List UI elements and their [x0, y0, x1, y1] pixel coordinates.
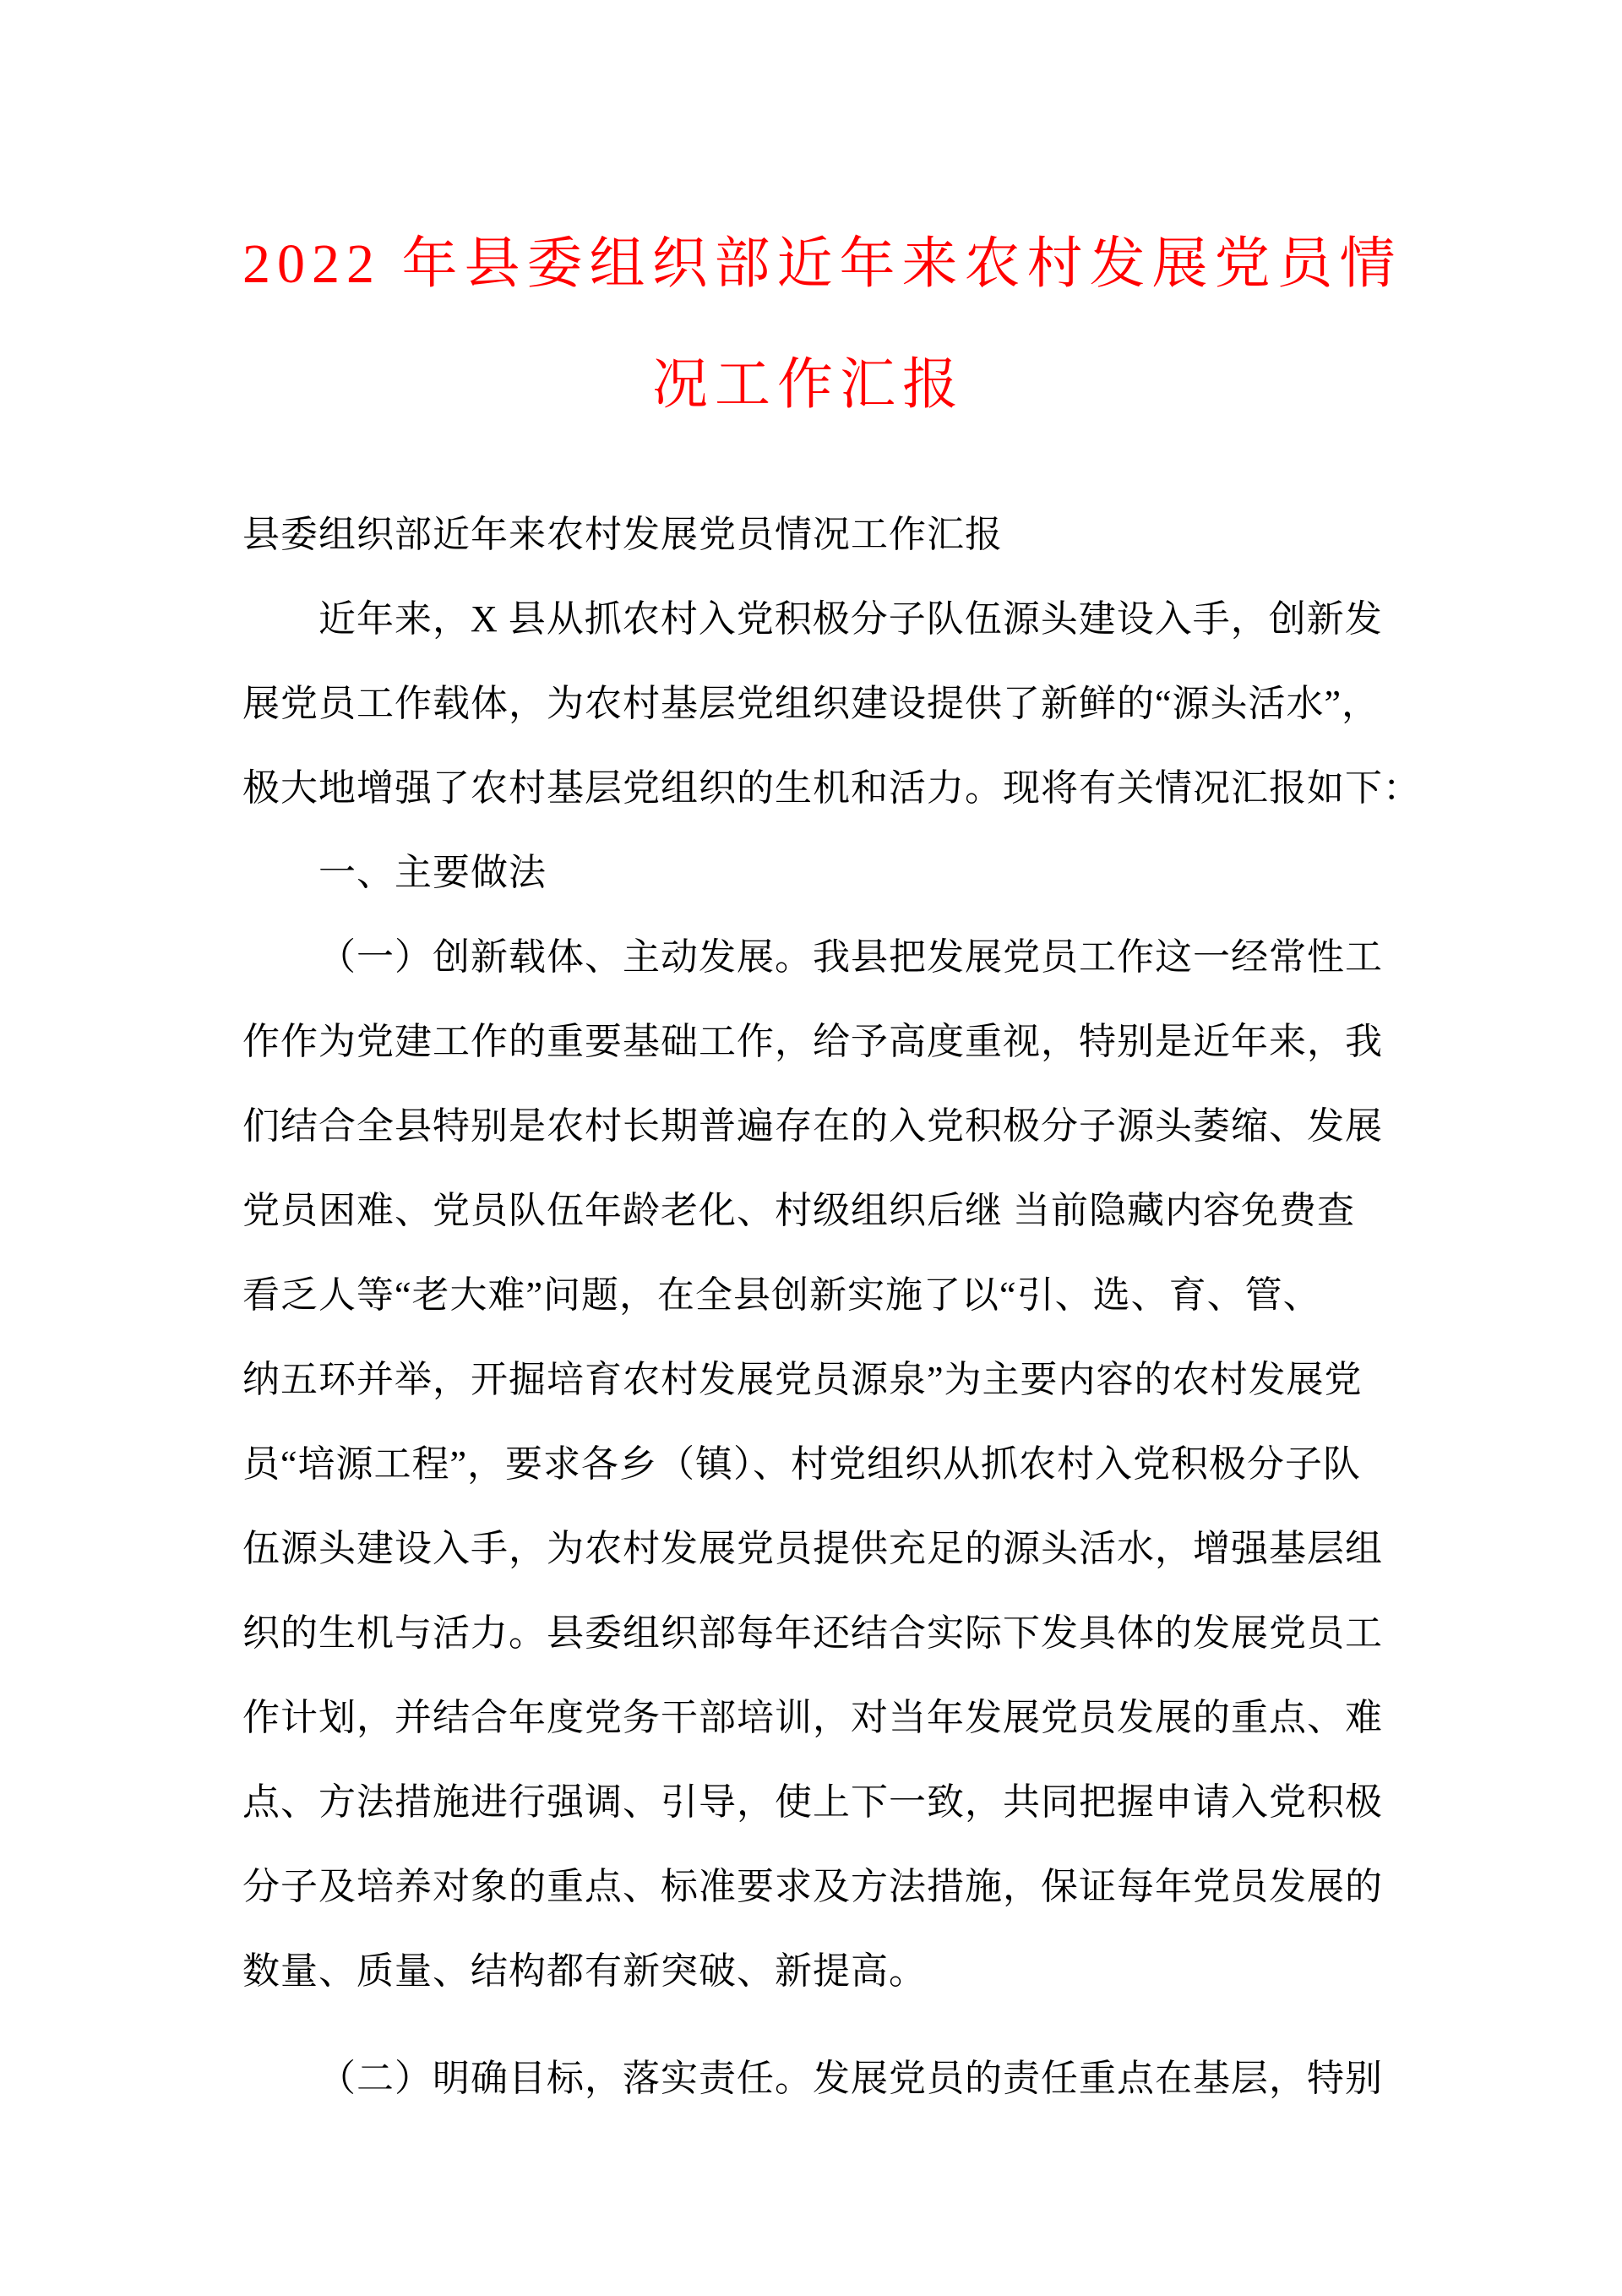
body-text-line: 作作为党建工作的重要基础工作，给予高度重视，特别是近年来，我 — [242, 1021, 1383, 1062]
body-text-line: 数量、质量、结构都有新突破、新提高。 — [242, 1950, 927, 1992]
body-text-line: 党员困难、党员队伍年龄老化、村级组织后继 当前隐藏内容免费查 — [242, 1190, 1355, 1231]
body-text-line: 极大地增强了农村基层党组织的生机和活力。现将有关情况汇报如下： — [242, 767, 1421, 809]
body-text-line: 看乏人等“老大难”问题，在全县创新实施了以“引、选、育、管、 — [242, 1274, 1321, 1316]
document-body — [242, 493, 1421, 2121]
body-text-line: 们结合全县特别是农村长期普遍存在的入党积极分子源头萎缩、发展 — [242, 1105, 1383, 1147]
document-title-line-1: 2022 年县委组织部近年来农村发展党员情 — [242, 233, 1402, 295]
document-title — [242, 0, 1402, 445]
body-text-line: 一、主要做法 — [318, 852, 547, 893]
document-title-line-2: 况工作汇报 — [652, 354, 965, 416]
body-text-line: 近年来，X 县从抓农村入党积极分子队伍源头建设入手，创新发 — [318, 598, 1383, 640]
body-text-line: 点、方法措施进行强调、引导，使上下一致，共同把握申请入党积极 — [242, 1781, 1383, 1823]
body-text-line: （二）明确目标，落实责任。发展党员的责任重点在基层，特别 — [318, 2058, 1383, 2099]
body-text-line: 伍源头建设入手，为农村发展党员提供充足的源头活水，增强基层组 — [242, 1528, 1383, 1569]
body-text-line: 织的生机与活力。县委组织部每年还结合实际下发具体的发展党员工 — [242, 1612, 1383, 1654]
body-text-line: 纳五环并举，开掘培育农村发展党员源泉”为主要内容的农村发展党 — [242, 1359, 1363, 1400]
body-text-line: 员“培源工程”，要求各乡（镇）、村党组织从抓农村入党积极分子队 — [242, 1443, 1362, 1485]
body-text-line: 作计划，并结合年度党务干部培训，对当年发展党员发展的重点、难 — [242, 1697, 1383, 1738]
body-text-line: （一）创新载体、主动发展。我县把发展党员工作这一经常性工 — [318, 936, 1383, 978]
body-text-line: 县委组织部近年来农村发展党员情况工作汇报 — [242, 514, 1003, 555]
document-content — [242, 0, 1421, 2121]
body-text-line: 分子及培养对象的重点、标准要求及方法措施，保证每年党员发展的 — [242, 1866, 1383, 1907]
body-text-line: 展党员工作载体，为农村基层党组织建设提供了新鲜的“源头活水”， — [242, 683, 1380, 724]
